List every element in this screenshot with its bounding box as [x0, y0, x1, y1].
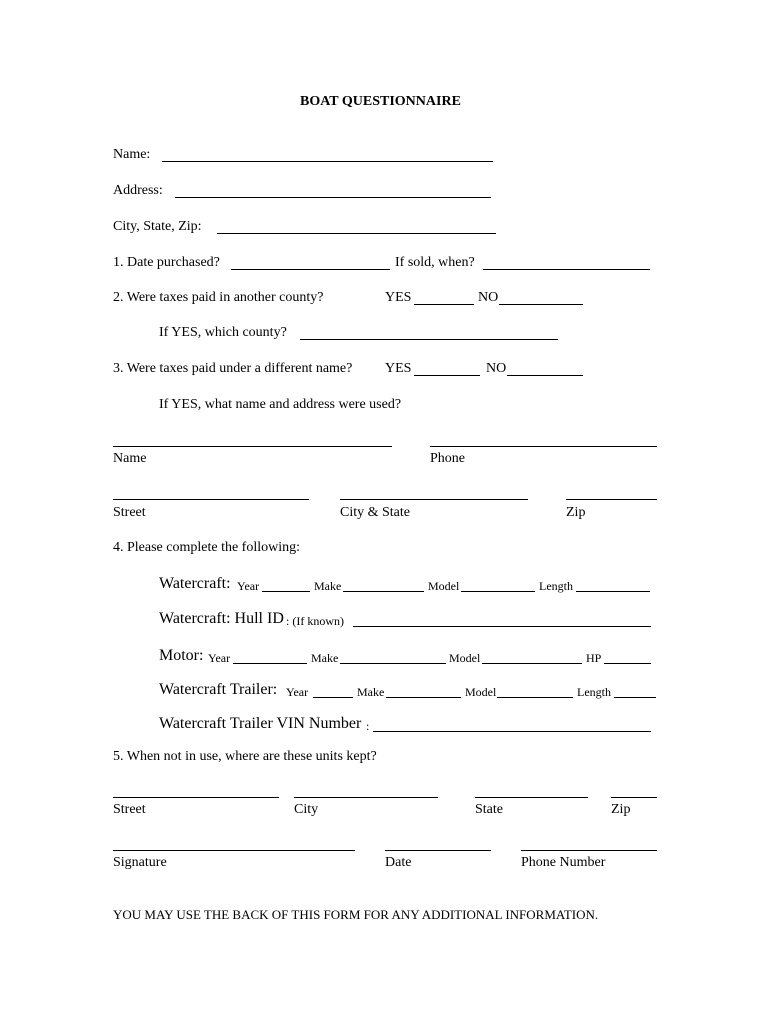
trailer-vin-colon: :: [366, 719, 370, 733]
trailer-year-label: Year: [286, 685, 309, 699]
watercraft-label: Watercraft:: [159, 575, 231, 592]
which-county-field[interactable]: [300, 339, 558, 340]
signature-caption: Signature: [113, 855, 167, 870]
watercraft-make-field[interactable]: [343, 591, 424, 592]
name-field[interactable]: [162, 161, 493, 162]
trailer-year-field[interactable]: [313, 697, 353, 698]
motor-model-field[interactable]: [482, 663, 582, 664]
watercraft-make-label: Make: [314, 579, 342, 593]
city-state-zip-field[interactable]: [217, 233, 496, 234]
q4-label: 4. Please complete the following:: [113, 540, 301, 555]
trailer-make-label: Make: [357, 685, 385, 699]
hull-id-field[interactable]: [353, 626, 651, 627]
motor-hp-label: HP: [586, 651, 602, 665]
hull-id-label: Watercraft: Hull ID: [159, 610, 284, 627]
address-field[interactable]: [175, 197, 491, 198]
watercraft-model-field[interactable]: [461, 591, 535, 592]
address-label: Address:: [113, 183, 163, 198]
q3-zip-field[interactable]: [566, 499, 657, 500]
q5-zip-caption: Zip: [611, 802, 631, 817]
watercraft-year-label: Year: [237, 579, 260, 593]
hull-id-hint: : (If known): [286, 614, 344, 628]
q3-yes-field[interactable]: [414, 375, 480, 376]
page-title: BOAT QUESTIONNAIRE: [300, 94, 461, 109]
motor-model-label: Model: [449, 651, 481, 665]
q2-no-field[interactable]: [499, 304, 583, 305]
q1-date-purchased-label: 1. Date purchased?: [113, 255, 220, 270]
footer-note: YOU MAY USE THE BACK OF THIS FORM FOR ANY ADDITIONAL INFORMATION.: [113, 907, 599, 922]
trailer-length-field[interactable]: [614, 697, 656, 698]
watercraft-model-label: Model: [428, 579, 460, 593]
q3-name-address-label: If YES, what name and address were used?: [159, 397, 402, 412]
name-label: Name:: [113, 147, 151, 162]
motor-label: Motor:: [159, 647, 204, 664]
trailer-vin-label: Watercraft Trailer VIN Number: [159, 715, 362, 732]
q5-zip-field[interactable]: [611, 797, 657, 798]
q3-zip-caption: Zip: [566, 505, 586, 520]
q2-taxes-other-county-label: 2. Were taxes paid in another county?: [113, 290, 324, 305]
trailer-label: Watercraft Trailer:: [159, 681, 278, 698]
motor-year-label: Year: [208, 651, 231, 665]
trailer-length-label: Length: [577, 685, 611, 699]
q2-no-label: NO: [478, 290, 499, 305]
q5-city-caption: City: [294, 802, 319, 817]
watercraft-length-field[interactable]: [576, 591, 650, 592]
q5-label: 5. When not in use, where are these units kept?: [113, 749, 377, 764]
trailer-model-label: Model: [465, 685, 497, 699]
q3-name-field[interactable]: [113, 446, 392, 447]
q3-phone-field[interactable]: [430, 446, 657, 447]
motor-hp-field[interactable]: [604, 663, 651, 664]
date-purchased-field[interactable]: [231, 269, 390, 270]
watercraft-length-label: Length: [539, 579, 573, 593]
q3-name-caption: Name: [113, 451, 147, 466]
q3-city-state-caption: City & State: [340, 505, 410, 520]
phone-number-caption: Phone Number: [521, 855, 606, 870]
q1-sold-label: If sold, when?: [395, 255, 475, 270]
q5-state-field[interactable]: [475, 797, 588, 798]
trailer-vin-field[interactable]: [373, 731, 651, 732]
q5-city-field[interactable]: [294, 797, 438, 798]
q3-taxes-different-name-label: 3. Were taxes paid under a different name?: [113, 361, 353, 376]
date-field[interactable]: [385, 850, 491, 851]
q3-city-state-field[interactable]: [340, 499, 528, 500]
city-state-zip-label: City, State, Zip:: [113, 219, 202, 234]
q3-yes-label: YES: [385, 361, 412, 376]
phone-number-field[interactable]: [521, 850, 657, 851]
q3-no-label: NO: [486, 361, 507, 376]
q2-yes-label: YES: [385, 290, 412, 305]
q5-street-field[interactable]: [113, 797, 279, 798]
q3-street-caption: Street: [113, 505, 146, 520]
motor-make-label: Make: [311, 651, 339, 665]
watercraft-year-field[interactable]: [262, 591, 310, 592]
q5-state-caption: State: [475, 802, 503, 817]
q3-no-field[interactable]: [507, 375, 583, 376]
q2-which-county-label: If YES, which county?: [159, 325, 287, 340]
q5-street-caption: Street: [113, 802, 146, 817]
date-caption: Date: [385, 855, 412, 870]
signature-field[interactable]: [113, 850, 355, 851]
motor-year-field[interactable]: [233, 663, 307, 664]
trailer-make-field[interactable]: [386, 697, 461, 698]
q3-street-field[interactable]: [113, 499, 309, 500]
trailer-model-field[interactable]: [497, 697, 573, 698]
q2-yes-field[interactable]: [414, 304, 474, 305]
sold-date-field[interactable]: [483, 269, 650, 270]
motor-make-field[interactable]: [340, 663, 446, 664]
q3-phone-caption: Phone: [430, 451, 465, 466]
